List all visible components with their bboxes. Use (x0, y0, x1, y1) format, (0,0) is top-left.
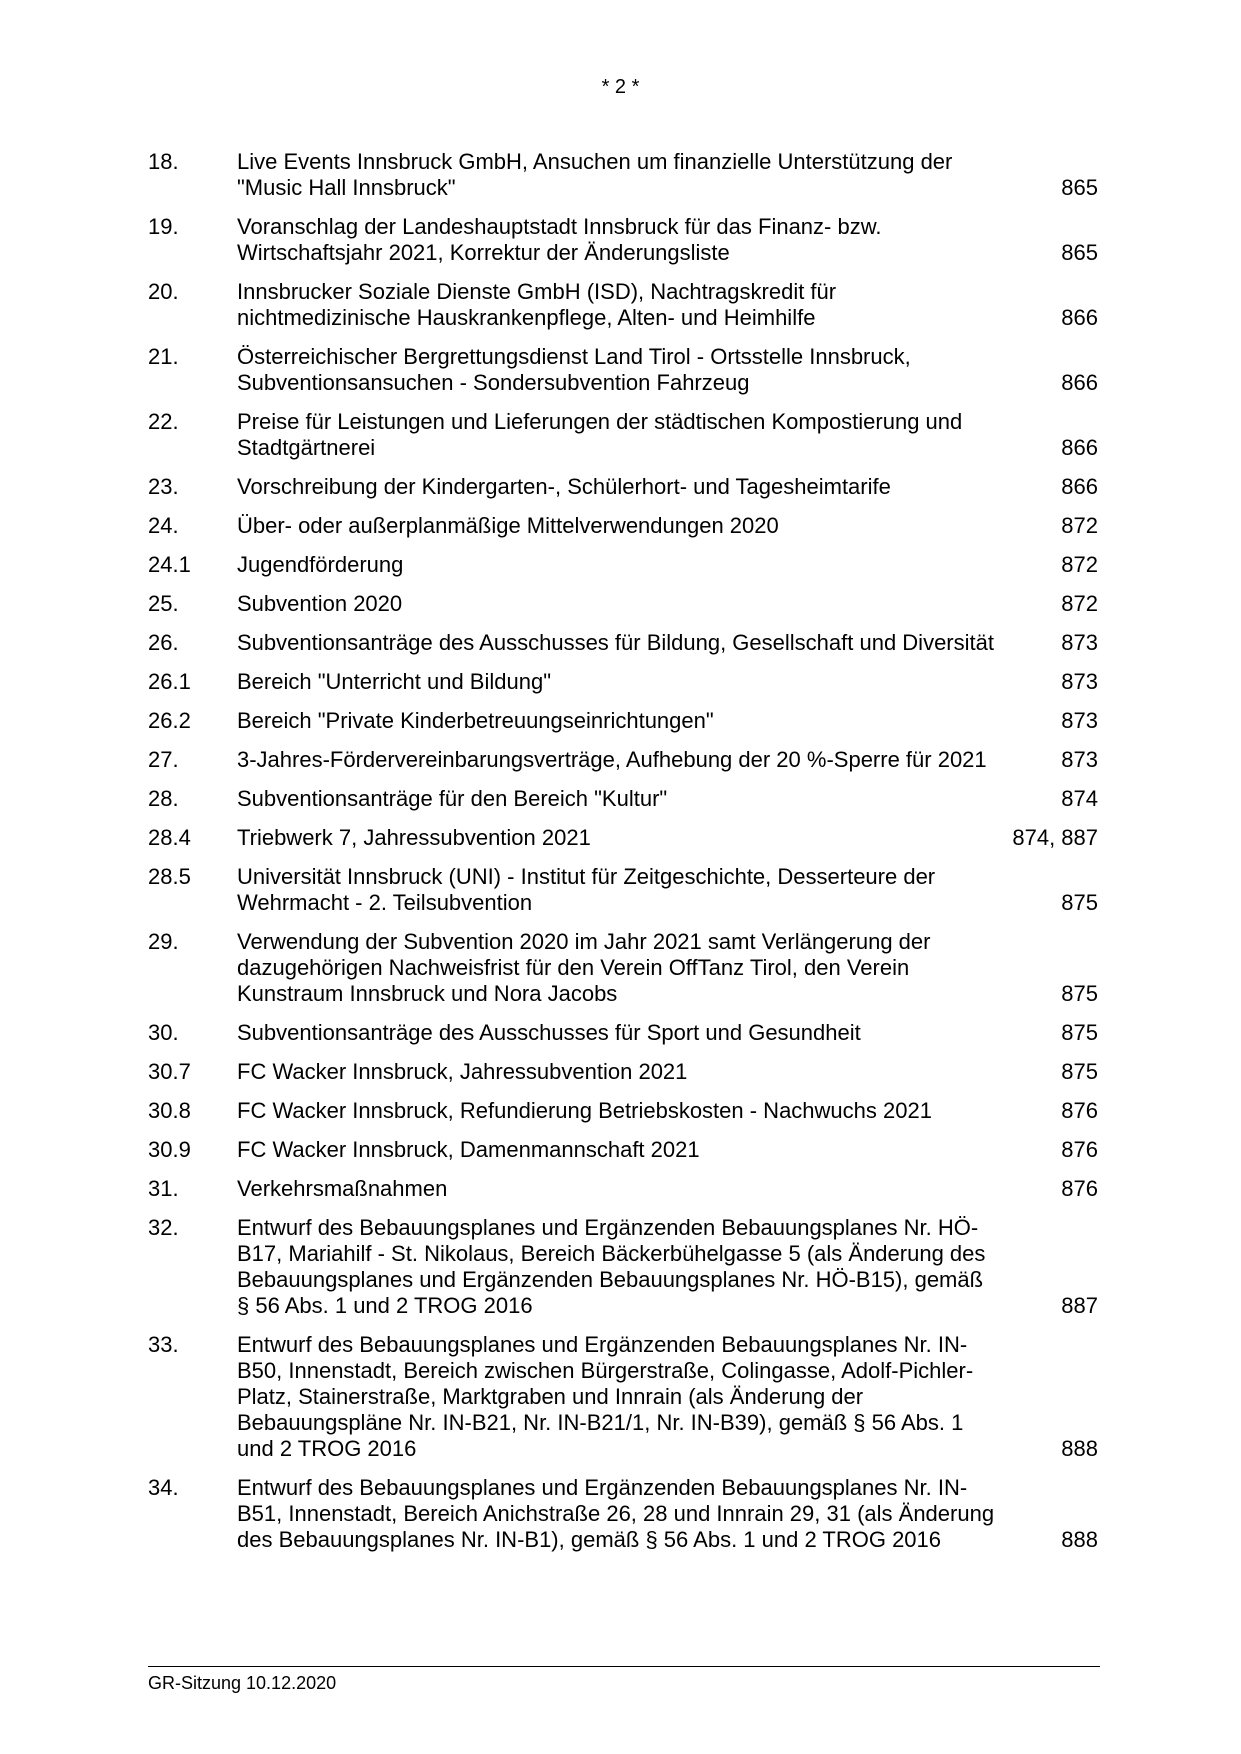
toc-entry-23 (148, 474, 1098, 500)
toc-entry-19 (148, 214, 1098, 266)
toc-entry-number: 23. (148, 474, 179, 499)
toc-entry-22 (148, 409, 1098, 461)
toc-entry-page: 875 (1061, 1059, 1098, 1084)
toc-entry-page: 872 (1061, 591, 1098, 616)
toc-entry-28-4 (148, 825, 1098, 851)
toc-entry-page: 873 (1061, 630, 1098, 655)
toc-entry-number: 22. (148, 409, 179, 434)
toc-entry-title: Triebwerk 7, Jahressubvention 2021 (237, 825, 591, 850)
toc-entry-page: 874 (1061, 786, 1098, 811)
toc-entry-page: 872 (1061, 513, 1098, 538)
toc-entry-title: Entwurf des Bebauungsplanes und Ergänzenden Bebauungsplanes Nr. IN-B51, Innenstadt, Bereich Anichstraße 26, 28 und Innrain 29, 31 (als Änderung des Bebauungsplanes Nr. IN-B1), gemäß § 56 Abs. 1 und 2 TROG 2016 (237, 1475, 995, 1552)
toc-entry-number: 32. (148, 1215, 179, 1240)
toc-entry-number: 27. (148, 747, 179, 772)
toc-entry-title: Preise für Leistungen und Lieferungen der städtischen Kompostierung und Stadtgärtnerei (237, 409, 963, 460)
toc-entry-page: 875 (1061, 981, 1098, 1006)
toc-entry-21 (148, 344, 1098, 396)
toc-entry-28 (148, 786, 1098, 812)
toc-entry-page: 888 (1061, 1436, 1098, 1461)
toc-entry-page: 876 (1061, 1098, 1098, 1123)
toc-entry-24 (148, 513, 1098, 539)
toc-entry-page: 888 (1061, 1527, 1098, 1552)
toc-entry-title: Innsbrucker Soziale Dienste GmbH (ISD), Nachtragskredit für nichtmedizinische Hauskrankenpflege, Alten- und Heimhilfe (237, 279, 837, 330)
toc-entry-26 (148, 630, 1098, 656)
toc-entry-20 (148, 279, 1098, 331)
toc-entry-title: Universität Innsbruck (UNI) - Institut für Zeitgeschichte, Desserteure der Wehrmacht - 2. Teilsubvention (237, 864, 936, 915)
toc-entry-page: 873 (1061, 708, 1098, 733)
toc-entry-page: 873 (1061, 747, 1098, 772)
toc-entry-title: Voranschlag der Landeshauptstadt Innsbruck für das Finanz- bzw. Wirtschaftsjahr 2021, Korrektur der Änderungsliste (237, 214, 882, 265)
toc-entry-number: 26.1 (148, 669, 191, 694)
toc-entry-number: 28. (148, 786, 179, 811)
toc-entry-page: 874, 887 (1012, 825, 1098, 850)
toc-entry-number: 21. (148, 344, 179, 369)
toc-entry-page: 876 (1061, 1176, 1098, 1201)
toc-entry-number: 25. (148, 591, 179, 616)
toc-entry-number: 30. (148, 1020, 179, 1045)
toc-entry-title: Vorschreibung der Kindergarten-, Schülerhort- und Tagesheimtarife (237, 474, 891, 499)
toc-entry-number: 28.4 (148, 825, 191, 850)
toc-entry-27 (148, 747, 1098, 773)
toc-entry-title: Live Events Innsbruck GmbH, Ansuchen um finanzielle Unterstützung der "Music Hall Innsbruck" (237, 149, 953, 200)
toc-entry-26-2 (148, 708, 1098, 734)
toc-entry-18 (148, 149, 1098, 201)
toc-entry-number: 26. (148, 630, 179, 655)
table-of-contents (148, 149, 1098, 1566)
toc-entry-24-1 (148, 552, 1098, 578)
toc-entry-title: 3-Jahres-Fördervereinbarungsverträge, Aufhebung der 20 %-Sperre für 2021 (237, 747, 987, 772)
toc-entry-number: 24.1 (148, 552, 191, 577)
toc-entry-33 (148, 1332, 1098, 1462)
toc-entry-number: 18. (148, 149, 179, 174)
toc-entry-number: 19. (148, 214, 179, 239)
toc-entry-title: FC Wacker Innsbruck, Jahressubvention 2021 (237, 1059, 688, 1084)
toc-entry-25 (148, 591, 1098, 617)
toc-entry-number: 24. (148, 513, 179, 538)
toc-entry-title: Verwendung der Subvention 2020 im Jahr 2021 samt Verlängerung der dazugehörigen Nachweisfrist für den Verein OffTanz Tirol, den Verein Kunstraum Innsbruck und Nora Jacobs (237, 929, 931, 1006)
toc-entry-number: 31. (148, 1176, 179, 1201)
footer-divider (148, 1666, 1100, 1667)
toc-entry-page: 865 (1061, 175, 1098, 200)
toc-entry-title: FC Wacker Innsbruck, Refundierung Betriebskosten - Nachwuchs 2021 (237, 1098, 932, 1123)
toc-entry-page: 875 (1061, 1020, 1098, 1045)
toc-entry-28-5 (148, 864, 1098, 916)
toc-entry-title: Entwurf des Bebauungsplanes und Ergänzenden Bebauungsplanes Nr. IN-B50, Innenstadt, Bereich zwischen Bürgerstraße, Colingasse, Adolf-Pichler-Platz, Stainerstraße, Marktgraben und Innrain (als Änderung der Bebauungspläne Nr. IN-B21, Nr. IN-B21/1, Nr. IN-B39), gemäß § 56 Abs. 1 und 2 TROG 2016 (237, 1332, 974, 1461)
toc-entry-32 (148, 1215, 1098, 1319)
toc-entry-number: 29. (148, 929, 179, 954)
toc-entry-30-9 (148, 1137, 1098, 1163)
toc-entry-number: 26.2 (148, 708, 191, 733)
toc-entry-34 (148, 1475, 1098, 1553)
toc-entry-number: 33. (148, 1332, 179, 1357)
toc-entry-page: 872 (1061, 552, 1098, 577)
footer-session-date: GR-Sitzung 10.12.2020 (148, 1673, 337, 1693)
toc-entry-page: 865 (1061, 240, 1098, 265)
toc-entry-title: Österreichischer Bergrettungsdienst Land Tirol - Ortsstelle Innsbruck, Subventionsansuchen - Sondersubvention Fahrzeug (237, 344, 911, 395)
toc-entry-26-1 (148, 669, 1098, 695)
toc-entry-page: 875 (1061, 890, 1098, 915)
toc-entry-title: Verkehrsmaßnahmen (237, 1176, 448, 1201)
toc-entry-number: 34. (148, 1475, 179, 1500)
toc-entry-title: Subventionsanträge des Ausschusses für Bildung, Gesellschaft und Diversität (237, 630, 994, 655)
toc-entry-page: 866 (1061, 474, 1098, 499)
toc-entry-title: Subventionsanträge des Ausschusses für Sport und Gesundheit (237, 1020, 861, 1045)
toc-entry-29 (148, 929, 1098, 1007)
toc-entry-title: Bereich "Private Kinderbetreuungseinrichtungen" (237, 708, 714, 733)
toc-entry-page: 866 (1061, 435, 1098, 460)
toc-entry-page: 873 (1061, 669, 1098, 694)
toc-entry-title: Subvention 2020 (237, 591, 403, 616)
toc-entry-number: 30.9 (148, 1137, 191, 1162)
toc-entry-page: 876 (1061, 1137, 1098, 1162)
toc-entry-number: 30.8 (148, 1098, 191, 1123)
toc-entry-number: 30.7 (148, 1059, 191, 1084)
toc-entry-title: Über- oder außerplanmäßige Mittelverwendungen 2020 (237, 513, 779, 538)
toc-entry-30-7 (148, 1059, 1098, 1085)
toc-entry-title: FC Wacker Innsbruck, Damenmannschaft 2021 (237, 1137, 700, 1162)
page-number: * 2 * (601, 76, 640, 98)
toc-entry-number: 28.5 (148, 864, 191, 889)
toc-entry-30-8 (148, 1098, 1098, 1124)
toc-entry-page: 866 (1061, 305, 1098, 330)
toc-entry-title: Entwurf des Bebauungsplanes und Ergänzenden Bebauungsplanes Nr. HÖ-B17, Mariahilf - St. Nikolaus, Bereich Bäckerbühelgasse 5 (als Änderung des Bebauungsplanes und Ergänzenden Bebauungsplanes Nr. HÖ-B15), gemäß § 56 Abs. 1 und 2 TROG 2016 (237, 1215, 986, 1318)
toc-entry-number: 20. (148, 279, 179, 304)
toc-entry-page: 866 (1061, 370, 1098, 395)
toc-entry-title: Bereich "Unterricht und Bildung" (237, 669, 552, 694)
toc-entry-title: Subventionsanträge für den Bereich "Kultur" (237, 786, 668, 811)
toc-entry-title: Jugendförderung (237, 552, 404, 577)
toc-entry-30 (148, 1020, 1098, 1046)
toc-entry-31 (148, 1176, 1098, 1202)
toc-entry-page: 887 (1061, 1293, 1098, 1318)
